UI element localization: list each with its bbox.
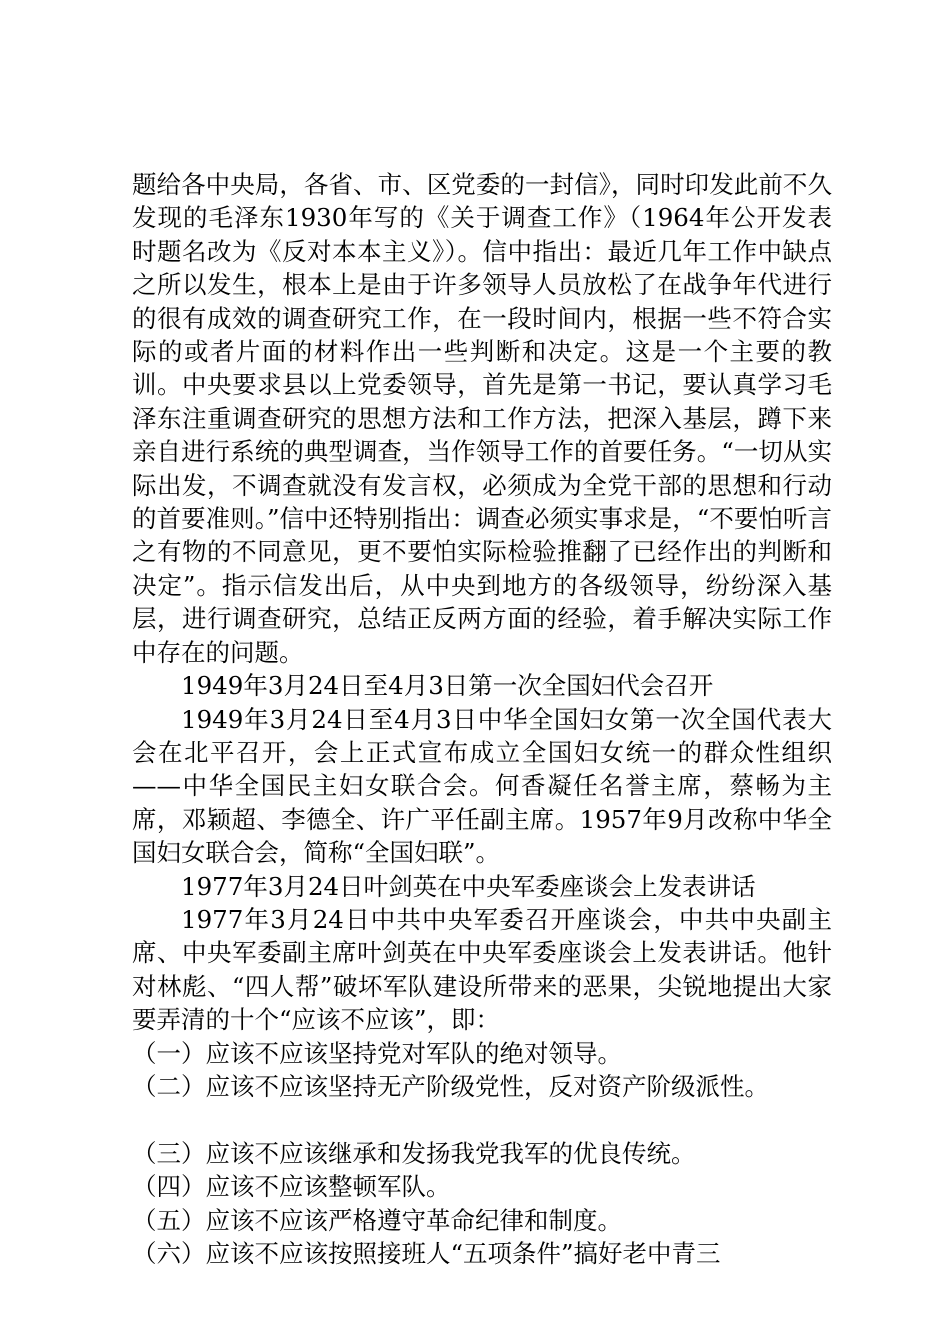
list-item: （六）应该不应该按照接班人“五项条件”搞好老中青三 xyxy=(132,1238,721,1268)
list-item: （四）应该不应该整顿军队。 xyxy=(132,1172,451,1202)
document-body xyxy=(132,168,832,1270)
list-item: （二）应该不应该坚持无产阶级党性，反对资产阶级派性。 xyxy=(132,1071,769,1101)
list-item: （三）应该不应该继承和发扬我党我军的优良传统。 xyxy=(132,1138,696,1168)
paragraph-womens-congress: 1949年3月24日至4月3日中华全国妇女第一次全国代表大会在北平召开，会上正式宣布成立全国妇女统一的群众性组织——中华全国民主妇女联合会。何香凝任名誉主席，蔡畅为主席，邓颖超、李德全、许广平任副主席。1957年9月改称中华全国妇女联合会，简称“全国妇联”。 xyxy=(132,704,832,868)
list-item: （五）应该不应该严格遵守革命纪律和制度。 xyxy=(132,1205,622,1235)
paragraph-survey-letter: 题给各中央局，各省、市、区党委的一封信》，同时印发此前不久发现的毛泽东1930年写的《关于调查工作》（1964年公开发表时题名改为《反对本本主义》）。信中指出：最近几年工作中缺点之所以发生，根本上是由于许多领导人员放松了在战争年代进行的很有成效的调查研究工作，在一段时间内，根据一些不符合实际的或者片面的材料作出一些判断和决定。这是一个主要的教训。中央要求县以上党委领导，首先是第一书记，要认真学习毛泽东注重调查研究的思想方法和工作方法，把深入基层，蹲下来亲自进行系统的典型调查，当作领导工作的首要任务。“一切从实际出发，不调查就没有发言权，必须成为全党干部的思想和行动的首要准则。”信中还特别指出：调查必须实事求是，“不要怕听言之有物的不同意见，更不要怕实际检验推翻了已经作出的判断和决定”。指示信发出后，从中央到地方的各级领导，纷纷深入基层，进行调查研究，总结正反两方面的经验，着手解决实际工作中存在的问题。 xyxy=(132,170,832,667)
paragraph-ye-jianying-speech: 1977年3月24日中共中央军委召开座谈会，中共中央副主席、中央军委副主席叶剑英在中央军委座谈会上发表讲话。他针对林彪、“四人帮”破坏军队建设所带来的恶果，尖锐地提出大家要弄清的十个“应该不应该”，即： xyxy=(132,904,832,1035)
heading-womens-congress: 1949年3月24日至4月3日第一次全国妇代会召开 xyxy=(181,671,714,701)
heading-ye-jianying-speech: 1977年3月24日叶剑英在中央军委座谈会上发表讲话 xyxy=(181,871,756,901)
list-item: （一）应该不应该坚持党对军队的绝对领导。 xyxy=(132,1038,622,1068)
blank-line xyxy=(132,1103,832,1136)
